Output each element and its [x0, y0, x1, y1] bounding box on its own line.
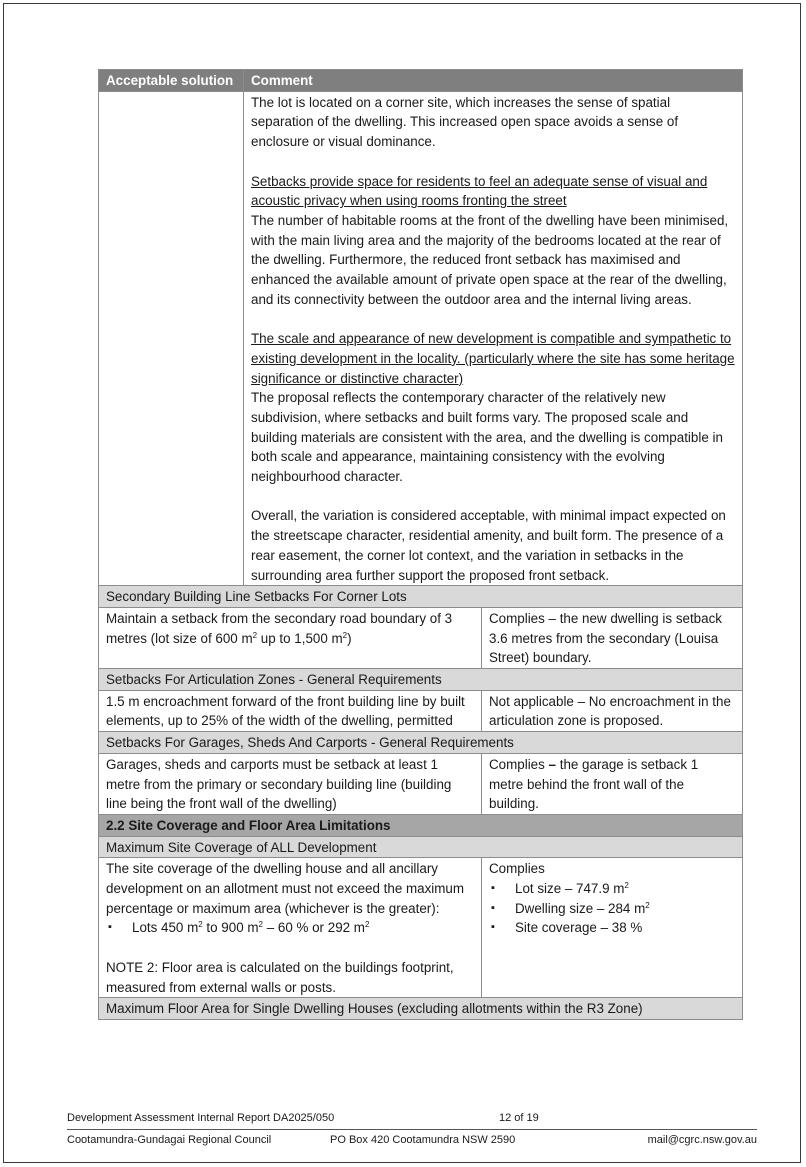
table-row: [99, 858, 743, 998]
superscript: 2: [624, 881, 629, 891]
band-label: Setbacks For Garages, Sheds And Carports - General Requirements: [99, 732, 743, 754]
articulation-comment: Not applicable – No encroachment in the articulation zone is proposed.: [482, 690, 743, 731]
comment-list: [489, 879, 735, 938]
comment-title: Complies: [489, 861, 545, 877]
text-part: Lots 450 m: [132, 920, 199, 936]
comment-paragraph-1: The lot is located on a corner site, which increases the sense of spatial separation of the dwelling. This increased open space avoids a sense of enclosure or visual dominance.: [251, 94, 679, 150]
header-comment: Comment: [244, 70, 743, 92]
superscript: 2: [645, 900, 650, 910]
band-garages: [99, 732, 743, 754]
superscript: 2: [258, 920, 263, 930]
requirement-list: [106, 918, 474, 938]
text-part: –: [548, 756, 556, 772]
section-label: 2.2 Site Coverage and Floor Area Limitations: [99, 814, 743, 836]
text-part: Dwelling size – 284 m: [515, 900, 646, 916]
comment-paragraph-4: Overall, the variation is considered acceptable, with minimal impact expected on the streetscape character, residential amenity, and built form. The presence of a rear easement, the corner lot context, and the variation in setbacks in the surrounding area further support the proposed front setback.: [251, 508, 726, 583]
band-label: Setbacks For Articulation Zones - General Requirements: [99, 669, 743, 691]
list-item: [106, 918, 474, 938]
band-label: Maximum Floor Area for Single Dwelling Houses (excluding allotments within the R3 Zone): [99, 998, 743, 1020]
band-articulation: [99, 669, 743, 691]
superscript: 2: [364, 920, 370, 930]
header-acceptable-solution: Acceptable solution: [99, 70, 244, 92]
superscript: 2: [252, 630, 258, 640]
footer-page-number: 12 of 19: [499, 1112, 539, 1124]
secondary-comment: Complies – the new dwelling is setback 3.6 metres from the secondary (Louisa Street) boundary.: [482, 607, 743, 668]
empty-solution-cell: [99, 91, 244, 586]
section-heading-2-2: [99, 814, 743, 836]
band-max-site-coverage: [99, 836, 743, 858]
site-coverage-comment: [482, 858, 743, 998]
table-header-row: [99, 70, 743, 92]
band-max-floor-area: [99, 998, 743, 1020]
comment-cell: [244, 91, 743, 586]
text-part: Lot size – 747.9 m: [515, 881, 625, 897]
list-item: ▪ Site coverage – 38 %: [489, 918, 735, 938]
requirement-text: The site coverage of the dwelling house and all ancillary development on an allotment must not exceed the maximum percentage or maximum area (whichever is the greater):: [106, 861, 465, 916]
text-part: Maintain a setback from the secondary road boundary of 3 metres (lot size of 600 m: [106, 610, 453, 646]
list-item: [489, 879, 735, 899]
site-coverage-requirement: [99, 858, 482, 998]
table-row: [99, 753, 743, 814]
text-part: ): [347, 630, 352, 646]
garages-comment: [482, 753, 743, 814]
table-row: [99, 607, 743, 668]
band-label: Maximum Site Coverage of ALL Development: [99, 836, 743, 858]
text-part: Complies: [489, 756, 549, 772]
comment-paragraph-3: The proposal reflects the contemporary character of the relatively new subdivision, where setbacks and built forms vary. The proposed scale and building materials are consistent with the area, and the dwelling is compatible in both scale and appearance, maintaining consistency with the evolving neighbourhood character.: [251, 390, 723, 485]
comment-heading-scale: The scale and appearance of new development is compatible and sympathetic to existing development in the locality. (particularly where the site has some heritage significance or distinctive character): [251, 331, 735, 386]
table-row: [99, 690, 743, 731]
secondary-requirement: [99, 607, 482, 668]
articulation-requirement: 1.5 m encroachment forward of the front building line by built elements, up to 25% of the width of the dwelling, permitted: [99, 690, 482, 731]
footer-address: PO Box 420 Cootamundra NSW 2590: [330, 1134, 516, 1146]
footer-email: mail@cgrc.nsw.gov.au: [647, 1134, 757, 1146]
list-item: [489, 899, 735, 919]
superscript: 2: [342, 630, 348, 640]
comment-heading-privacy: Setbacks provide space for residents to feel an adequate sense of visual and acoustic privacy when using rooms fronting the street: [251, 173, 708, 209]
comment-paragraph-2: The number of habitable rooms at the front of the dwelling have been minimised, with the main living area and the majority of the bedrooms located at the rear of the dwelling. Furthermore, the reduced front setback has maximised and enhanced the available amount of private open space at the rear of the dwelling, and its connectivity between the outdoor area and the internal living areas.: [251, 212, 729, 307]
text-part: to 900 m: [202, 920, 259, 936]
text-part: – 60 % or 292 m: [262, 920, 365, 936]
comment-row: [99, 91, 743, 586]
note-text: NOTE 2: Floor area is calculated on the buildings footprint, measured from external walls or posts.: [106, 959, 454, 995]
assessment-table: [98, 69, 743, 1020]
superscript: 2: [198, 920, 203, 930]
band-label: Secondary Building Line Setbacks For Corner Lots: [99, 586, 743, 608]
footer-report-id: Development Assessment Internal Report DA2025/050: [67, 1112, 335, 1124]
garages-requirement: Garages, sheds and carports must be setback at least 1 metre from the primary or secondary building line (building line being the front wall of the dwelling): [99, 753, 482, 814]
band-secondary-setbacks: [99, 586, 743, 608]
text-part: up to 1,500 m: [257, 630, 343, 646]
footer-divider: [67, 1129, 757, 1130]
footer-council: Cootamundra-Gundagai Regional Council: [67, 1134, 272, 1146]
text-part: the garage is setback 1 metre behind the front wall of the building.: [489, 756, 699, 812]
